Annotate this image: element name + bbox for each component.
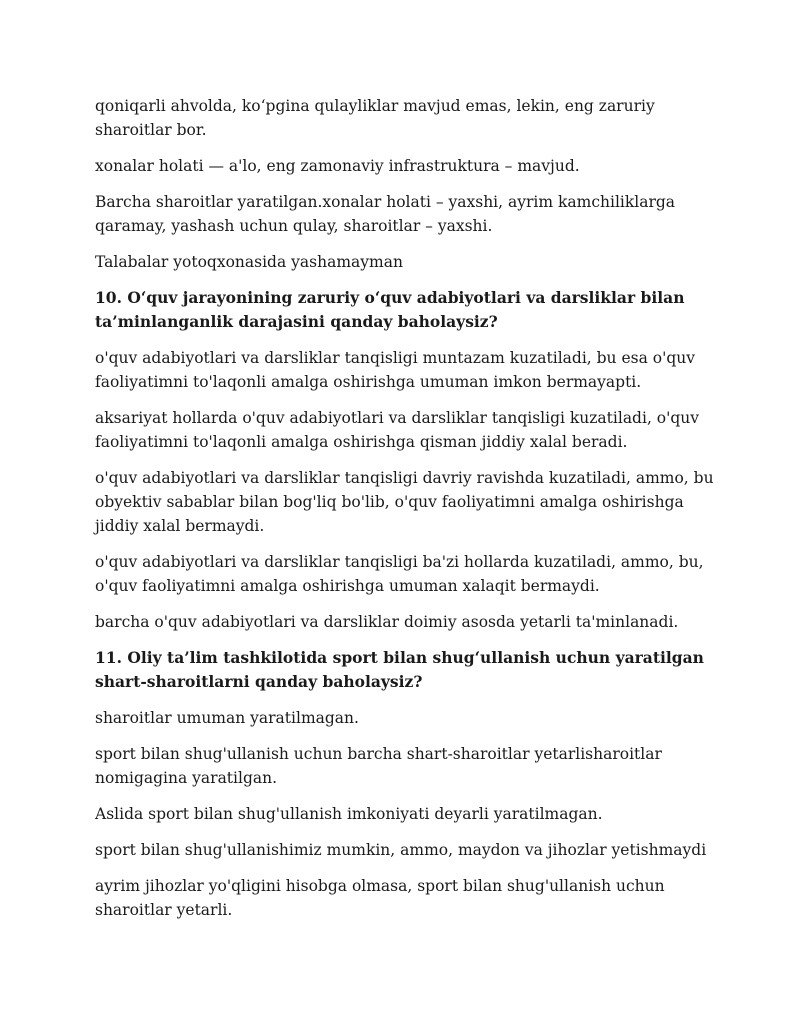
answer-option: Talabalar yotoqxonasida yashamayman (95, 253, 403, 271)
answer-option: sport bilan shug'ullanish uchun barcha shart-sharoitlar yetarlisharoitlar nomigagina yaratilgan. (95, 745, 662, 787)
answer-option: Barcha sharoitlar yaratilgan.xonalar holati – yaxshi, ayrim kamchiliklarga qaramay, yashash uchun qulay, sharoitlar – yaxshi. (95, 193, 676, 235)
answer-option: ayrim jihozlar yo'qligini hisobga olmasa, sport bilan shug'ullanish uchun sharoitlar yetarli. (95, 877, 665, 919)
answer-option: xonalar holati — a'lo, eng zamonaviy infrastruktura – mavjud. (95, 157, 580, 175)
answer-option: Aslida sport bilan shug'ullanish imkoniyati deyarli yaratilmagan. (95, 805, 603, 823)
answer-option: aksariyat hollarda o'quv adabiyotlari va darsliklar tanqisligi kuzatiladi, o'quv faoliyatimni to'laqonli amalga oshirishga qisman jiddiy xalal beradi. (95, 409, 700, 451)
question-heading: 11. Oliy ta’lim tashkilotida sport bilan shug‘ullanish uchun yaratilgan shart-sharoitlarni qanday baholaysiz? (95, 648, 704, 691)
answer-option: sport bilan shug'ullanishimiz mumkin, ammo, maydon va jihozlar yetishmaydi (95, 841, 707, 859)
document-page (95, 94, 715, 934)
answer-option: o'quv adabiyotlari va darsliklar tanqisligi ba'zi hollarda kuzatiladi, ammo, bu, o'quv faoliyatimni amalga oshirishga umuman xalaqit bermaydi. (95, 553, 704, 595)
answer-option: o'quv adabiyotlari va darsliklar tanqisligi muntazam kuzatiladi, bu esa o'quv faoliyatimni to'laqonli amalga oshirishga umuman imkon bermayapti. (95, 349, 696, 391)
answer-option: sharoitlar umuman yaratilmagan. (95, 709, 359, 727)
answer-option: barcha o'quv adabiyotlari va darsliklar doimiy asosda yetarli ta'minlanadi. (95, 613, 679, 631)
answer-option: qoniqarli ahvolda, ko‘pgina qulayliklar mavjud emas, lekin, eng zaruriy sharoitlar bor. (95, 97, 655, 139)
answer-option: o'quv adabiyotlari va darsliklar tanqisligi davriy ravishda kuzatiladi, ammo, bu obyektiv sabablar bilan bog'liq bo'lib, o'quv faoliyatimni amalga oshirishga jiddiy xalal bermaydi. (95, 469, 714, 535)
question-heading: 10. O‘quv jarayonining zaruriy o‘quv adabiyotlari va darsliklar bilan ta’minlanganlik darajasini qanday baholaysiz? (95, 288, 685, 331)
